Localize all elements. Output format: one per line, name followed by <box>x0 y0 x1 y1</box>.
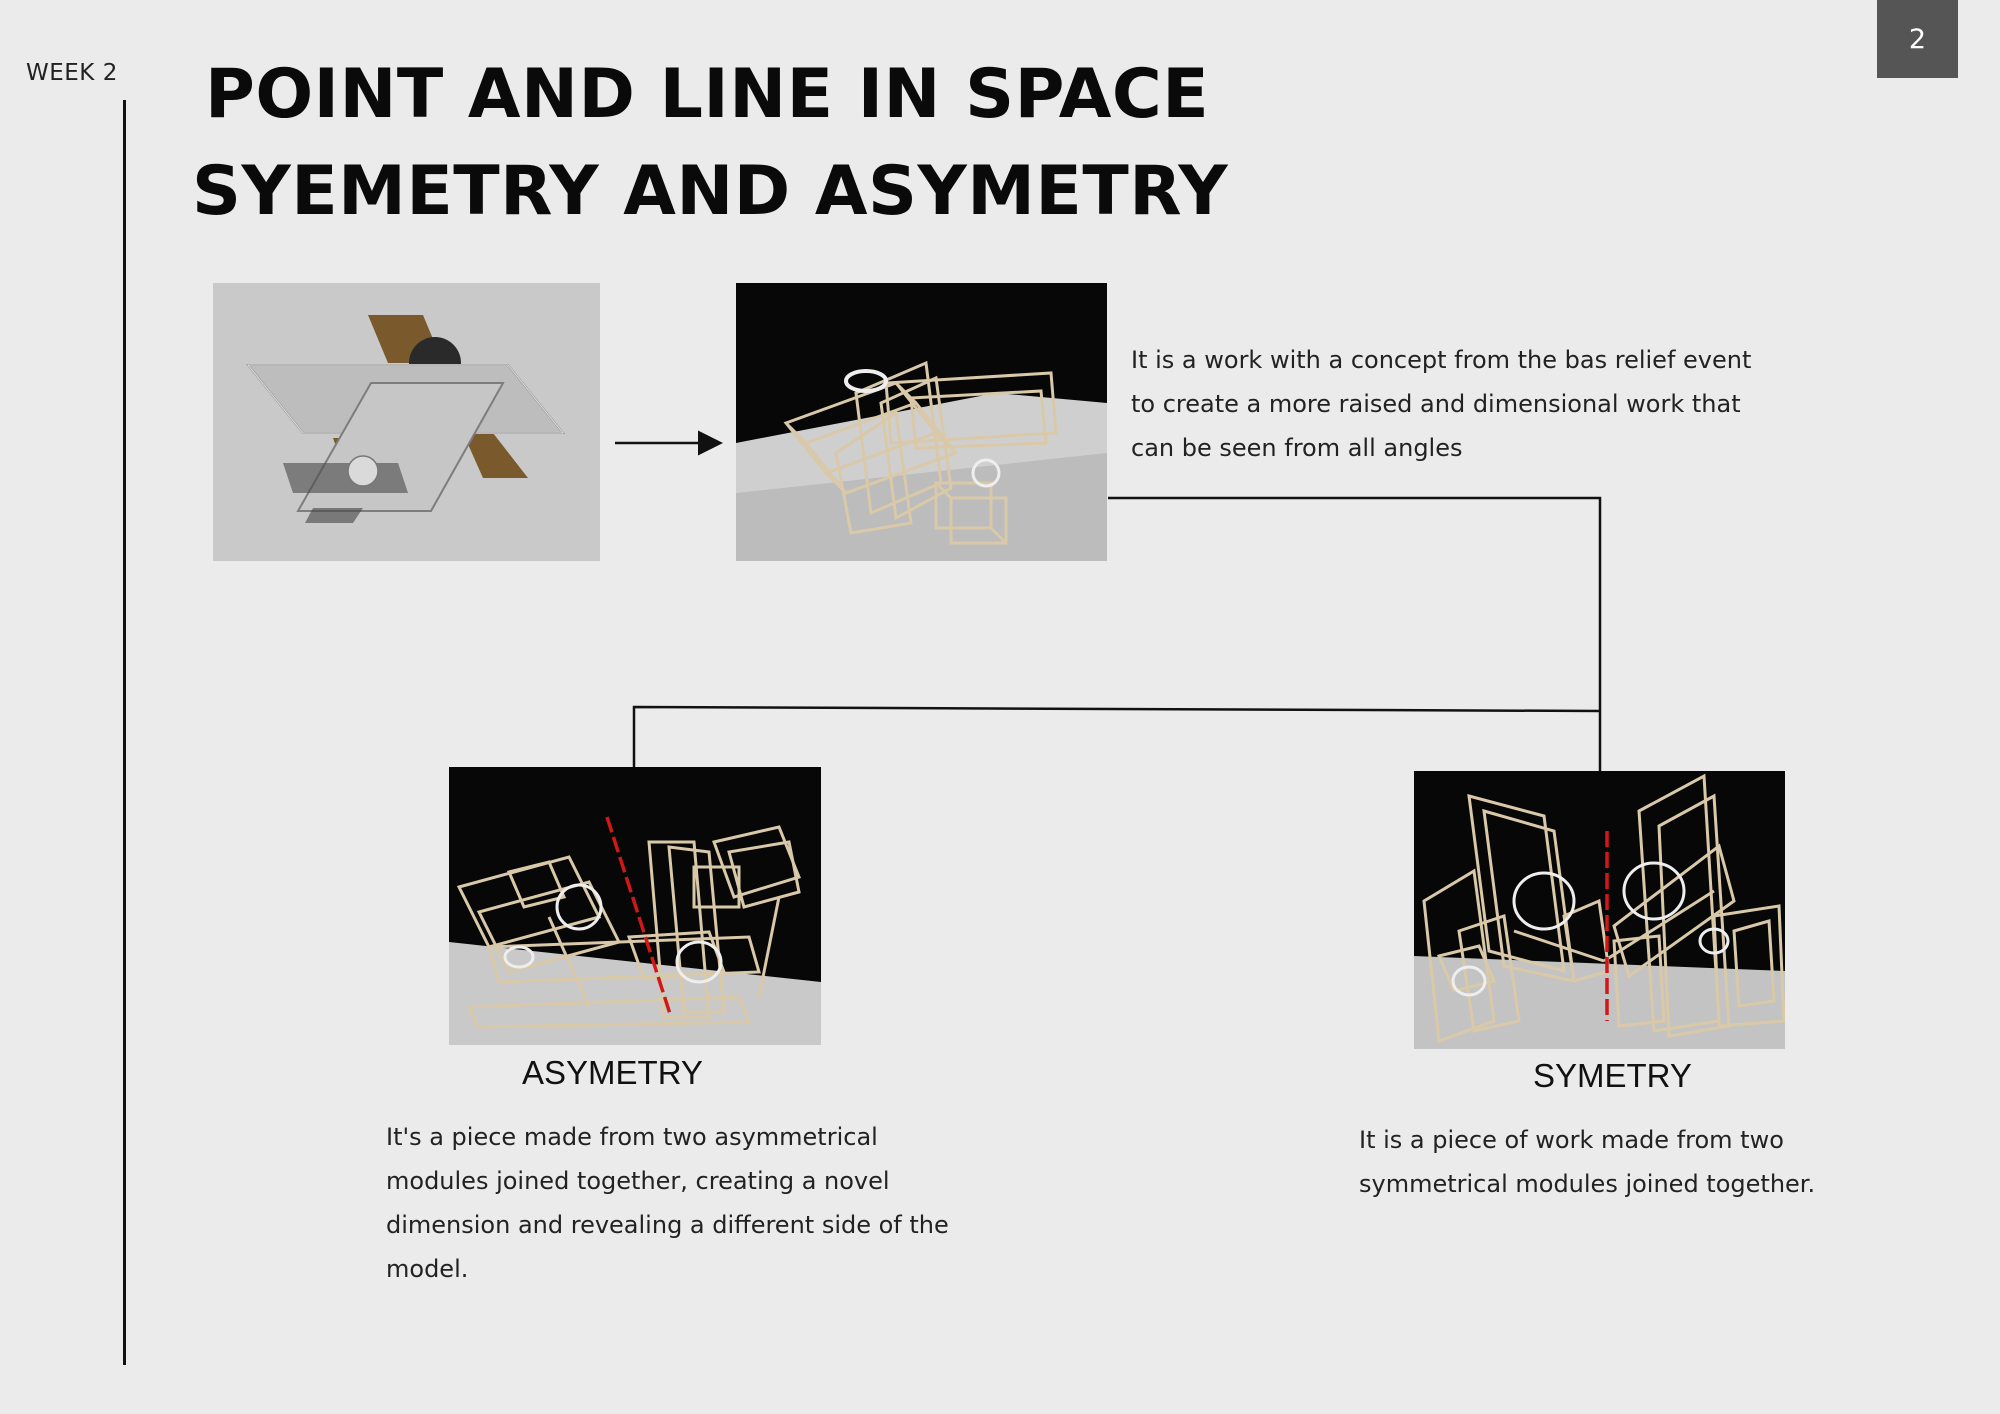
bas-relief-photo <box>213 283 600 561</box>
raised-frame-photo <box>736 283 1107 561</box>
week-label: WEEK 2 <box>26 60 118 86</box>
symmetry-caption: SYMETRY <box>1533 1057 1692 1094</box>
symmetry-description: It is a piece of work made from two symmetrical modules joined together. <box>1359 1126 1816 1198</box>
vertical-divider <box>123 100 126 1365</box>
intro-description: It is a work with a concept from the bas relief event to create a more raised and dimensional work that can be seen from all angles <box>1131 346 1752 462</box>
asymmetry-photo <box>449 767 821 1045</box>
page-number: 2 <box>1908 23 1927 55</box>
page-number-badge <box>1877 0 1958 78</box>
symmetry-photo <box>1414 771 1785 1049</box>
title-line-1: POINT AND LINE IN SPACE <box>205 55 1210 134</box>
title-line-2: SYEMETRY AND ASYMETRY <box>192 152 1229 231</box>
asymmetry-description: It's a piece made from two asymmetrical modules joined together, creating a novel dimension and revealing a different side of the model. <box>386 1123 949 1283</box>
asymmetry-caption: ASYMETRY <box>522 1054 703 1091</box>
